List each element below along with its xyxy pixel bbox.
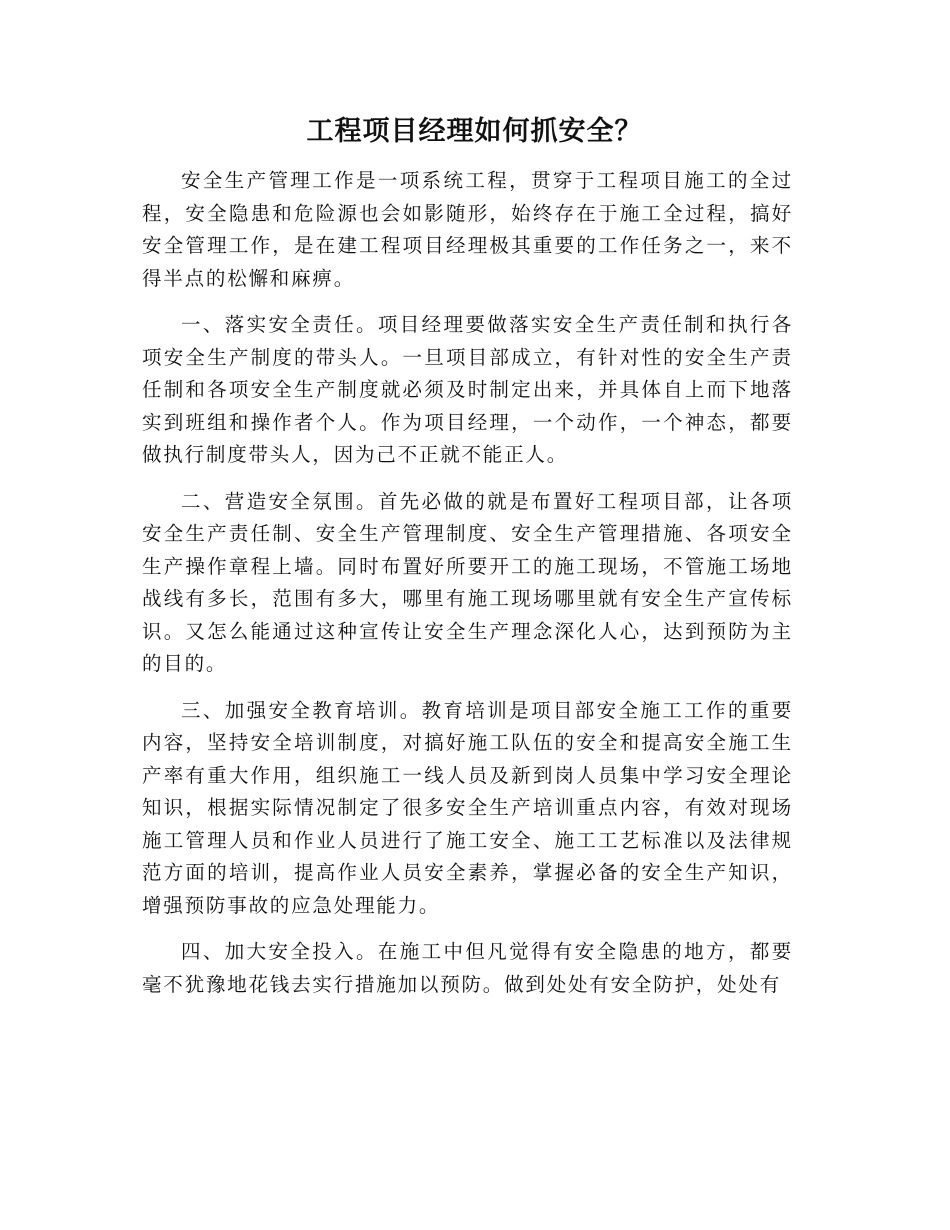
paragraph-safety-training: 三、加强安全教育培训。教育培训是项目部安全施工工作的重要内容，坚持安全培训制度，对搞好施工队伍的安全和提高安全施工生产率有重大作用，组织施工一线人员及新到岗人员集中学习安全理论知识，根据实际情况制定了很多安全生产培训重点内容，有效对现场施工管理人员和作业人员进行了施工安全、施工工艺标准以及法律规范方面的培训，提高作业人员安全素养，掌握必备的安全生产知识，增强预防事故的应急处理能力。 <box>142 698 793 917</box>
paragraph-safety-atmosphere: 二、营造安全氛围。首先必做的就是布置好工程项目部，让各项安全生产责任制、安全生产管理制度、安全生产管理措施、各项安全生产操作章程上墙。同时布置好所要开工的施工现场，不管施工场地战线有多长，范围有多大，哪里有施工现场哪里就有安全生产宣传标识。又怎么能通过这种宣传让安全生产理念深化人心，达到预防为主的目的。 <box>142 489 793 675</box>
document-body <box>142 165 793 1001</box>
document-title: 工程项目经理如何抓安全？ <box>306 116 643 147</box>
paragraph-intro: 安全生产管理工作是一项系统工程，贯穿于工程项目施工的全过程，安全隐患和危险源也会如影随形，始终存在于施工全过程，搞好安全管理工作，是在建工程项目经理极其重要的工作任务之一，来不得半点的松懈和麻痹。 <box>142 169 793 290</box>
paragraph-safety-investment: 四、加大安全投入。在施工中但凡觉得有安全隐患的地方，都要毫不犹豫地花钱去实行措施加以预防。做到处处有安全防护，处处有 <box>142 940 793 996</box>
paragraph-safety-responsibility: 一、落实安全责任。项目经理要做落实安全生产责任制和执行各项安全生产制度的带头人。一旦项目部成立，有针对性的安全生产责任制和各项安全生产制度就必须及时制定出来，并具体自上而下地落实到班组和操作者个人。作为项目经理，一个动作，一个神态，都要做执行制度带头人，因为己不正就不能正人。 <box>142 313 793 466</box>
